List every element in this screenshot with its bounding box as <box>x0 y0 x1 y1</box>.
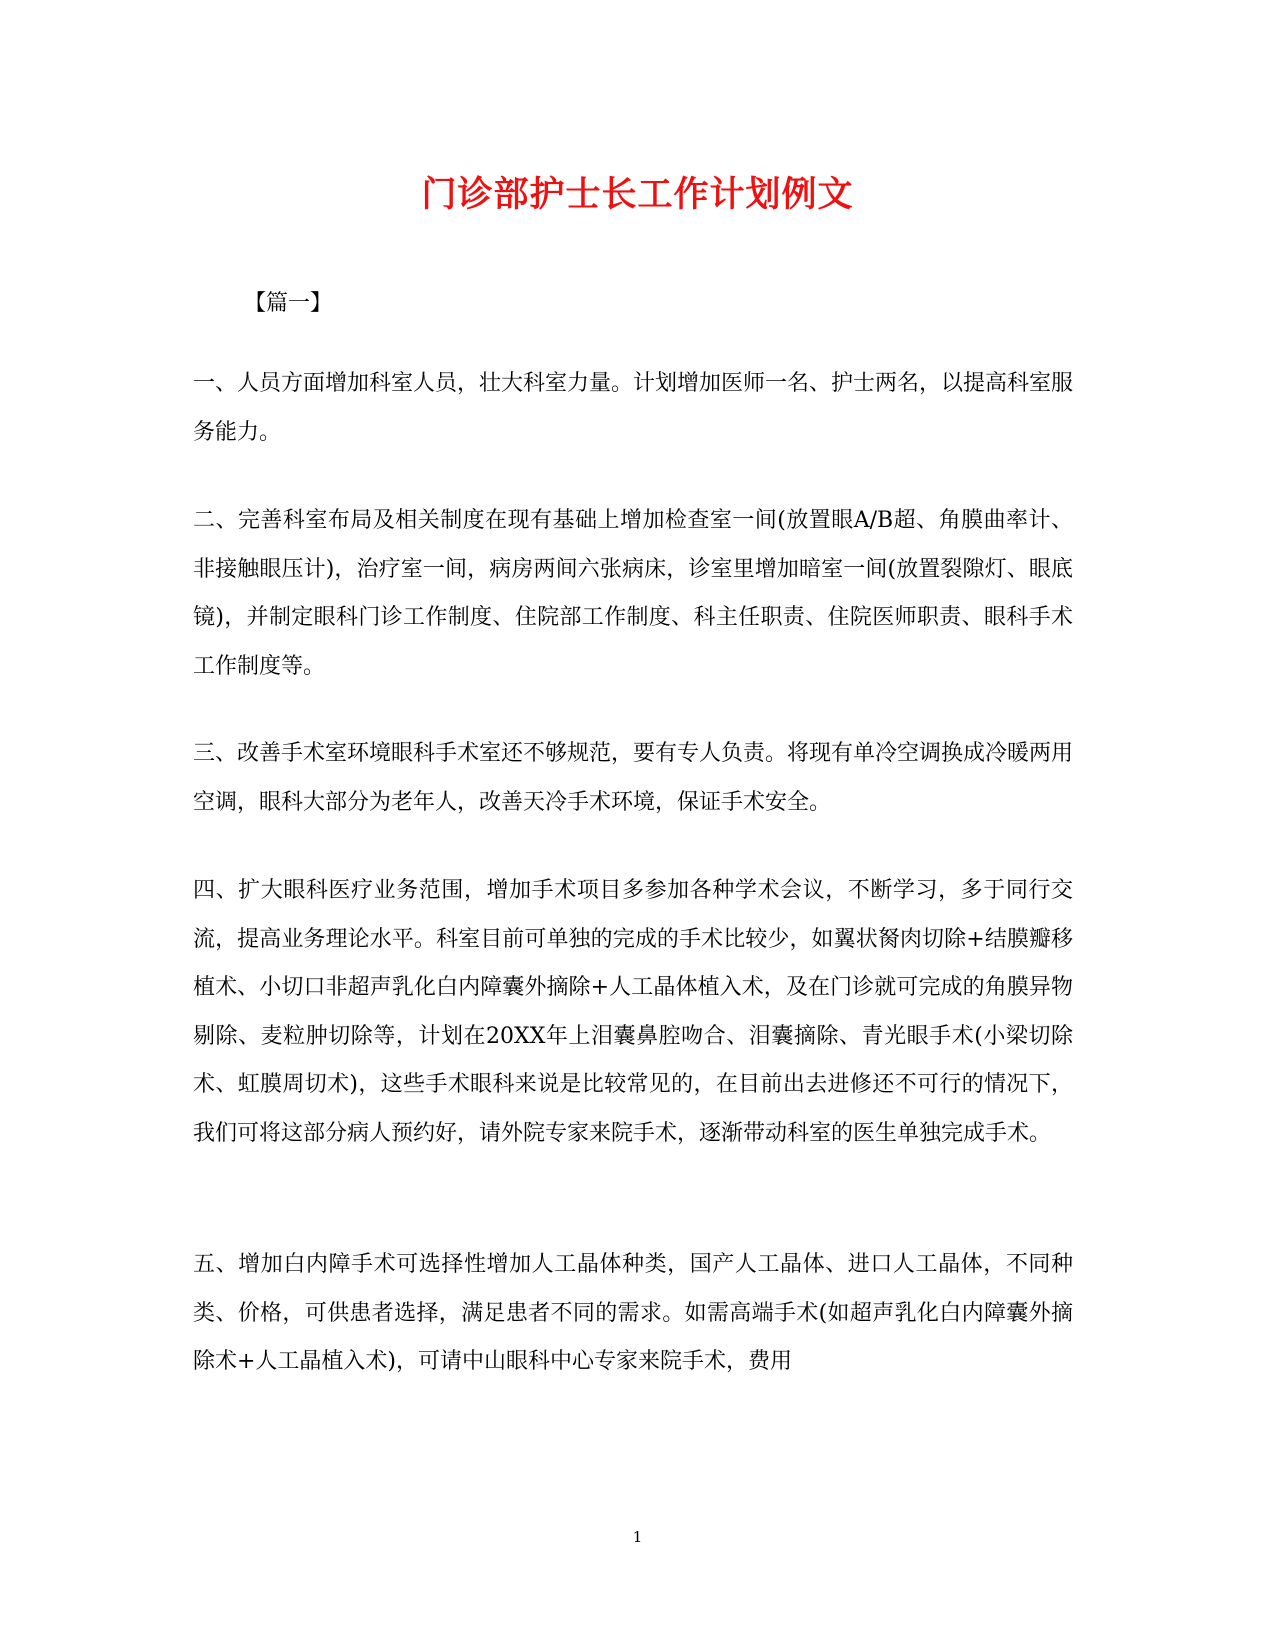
section-label: 【篇一】 <box>244 291 333 316</box>
paragraph-2: 二、完善科室布局及相关制度在现有基础上增加检查室一间(放置眼A/B超、角膜曲率计、非接触眼压计)，治疗室一间，病房两间六张病床，诊室里增加暗室一间(放置裂隙灯、眼底镜)，并制定眼科门诊工作制度、住院部工作制度、科主任职责、住院医师职责、眼科手术工作制度等。 <box>193 508 1073 679</box>
paragraph-4: 四、扩大眼科医疗业务范围，增加手术项目多参加各种学术会议，不断学习，多于同行交流，提高业务理论水平。科室目前可单独的完成的手术比较少，如翼状胬肉切除+结膜瓣移植术、小切口非超声乳化白内障囊外摘除+人工晶体植入术，及在门诊就可完成的角膜异物剔除、麦粒肿切除等，计划在20XX年上泪囊鼻腔吻合、泪囊摘除、青光眼手术(小梁切除术、虹膜周切术)，这些手术眼科来说是比较常见的，在目前出去进修还不可行的情况下，我们可将这部分病人预约好，请外院专家来院手术，逐渐带动科室的医生单独完成手术。 <box>193 878 1073 1146</box>
paragraph-1: 一、人员方面增加科室人员，壮大科室力量。计划增加医师一名、护士两名，以提高科室服务能力。 <box>193 371 1074 445</box>
page-number: 1 <box>632 1528 643 1546</box>
document-title: 门诊部护士长工作计划例文 <box>421 174 854 215</box>
paragraph-3: 三、改善手术室环境眼科手术室还不够规范，要有专人负责。将现有单冷空调换成冷暖两用空调，眼科大部分为老年人，改善天冷手术环境，保证手术安全。 <box>193 741 1074 815</box>
paragraph-5: 五、增加白内障手术可选择性增加人工晶体种类，国产人工晶体、进口人工晶体，不同种类、价格，可供患者选择，满足患者不同的需求。如需高端手术(如超声乳化白内障囊外摘除术+人工晶植入术)，可请中山眼科中心专家来院手术，费用 <box>193 1252 1073 1374</box>
